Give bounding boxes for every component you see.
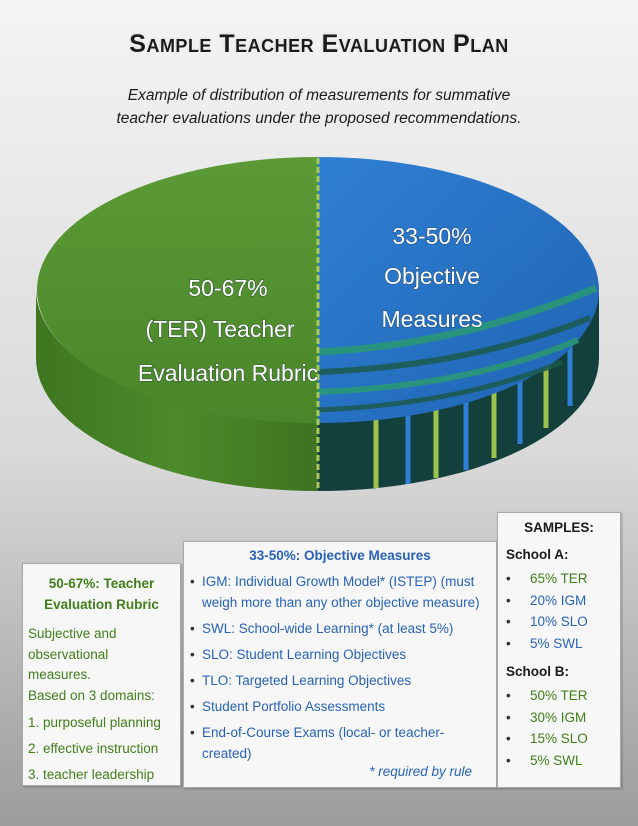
school-a-list	[498, 568, 620, 654]
list-item: • SLO: Student Learning Objectives	[190, 644, 492, 665]
objective-measures-list	[184, 571, 496, 764]
list-item: • SWL: School-wide Learning* (at least 5%)	[190, 618, 492, 639]
school-b-label: School B:	[506, 664, 569, 679]
pie-blue-label-line3: Measures	[381, 306, 483, 332]
list-item: 1. purposeful planning	[28, 715, 161, 730]
item-line: weigh more than any other objective measure)	[202, 595, 480, 610]
desc-line: Subjective and	[28, 626, 117, 641]
list-item: • 5% SWL	[506, 750, 620, 772]
teacher-rubric-description	[28, 624, 175, 706]
school-b-list	[498, 685, 620, 771]
school-a-label: School A:	[506, 547, 569, 562]
teacher-rubric-box	[22, 563, 181, 786]
header-line: 50-67%: Teacher	[48, 576, 155, 591]
pie-green-label-line3: Evaluation Rubric	[137, 360, 319, 386]
samples-box	[497, 512, 621, 788]
list-item: • 50% TER	[506, 685, 620, 707]
list-item: 2. effective instruction	[28, 741, 159, 756]
list-item: • 10% SLO	[506, 611, 620, 633]
list-item: 3. teacher leadership	[28, 767, 155, 782]
item-line: • IGM: Individual Growth Model* (ISTEP) (must	[202, 574, 475, 589]
page-title: Sample Teacher Evaluation Plan	[129, 30, 509, 58]
desc-line: observational measures.	[28, 646, 109, 682]
objective-measures-box	[183, 541, 497, 788]
desc-line: Based on 3 domains:	[28, 687, 155, 703]
list-item: • TLO: Targeted Learning Objectives	[190, 670, 492, 691]
pie-green-label-line2: (TER) Teacher	[145, 316, 295, 342]
list-item: • Student Portfolio Assessments	[190, 696, 492, 717]
samples-header: SAMPLES:	[524, 520, 594, 535]
subtitle-line: Example of distribution of measurements for summative	[127, 87, 511, 104]
pie-green-value: 50-67%	[188, 275, 268, 301]
list-item: • 30% IGM	[506, 707, 620, 729]
teacher-rubric-header	[27, 573, 176, 615]
list-item: • 65% TER	[506, 568, 620, 590]
list-item: • End-of-Course Exams (local- or teacher-created)	[190, 722, 492, 764]
domain-list	[23, 710, 180, 788]
pie-blue-value: 33-50%	[392, 223, 472, 249]
pie-blue-label-line2: Objective	[384, 263, 480, 289]
header-line: Evaluation Rubric	[44, 597, 159, 612]
footnote: * required by rule	[369, 764, 472, 779]
list-item: • 5% SWL	[506, 633, 620, 655]
list-item: • 15% SLO	[506, 728, 620, 750]
list-item: • 20% IGM	[506, 590, 620, 612]
objective-measures-header: 33-50%: Objective Measures	[249, 548, 431, 563]
subtitle-line: teacher evaluations under the proposed recommendations.	[116, 110, 522, 127]
list-item	[190, 571, 492, 613]
